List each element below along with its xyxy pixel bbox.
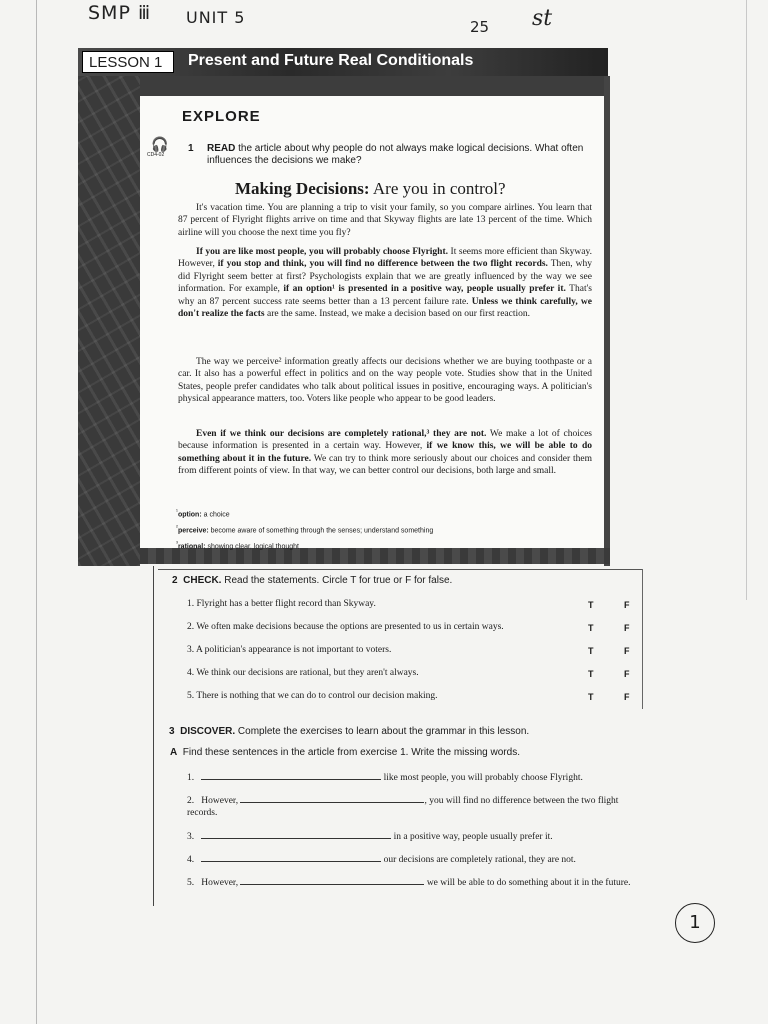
article-title: [235, 179, 506, 199]
lesson-label: LESSON 1: [82, 51, 174, 73]
article-paragraph-1: It's vacation time. You are planning a trip to visit your family, so you compare airlines. You learn that 87 percent of Flyright flights arrive on time and that Skyway flights are late 13 percent of the time. Which airline will you choose the next time you fly?: [178, 203, 592, 238]
article-paragraph-4: Even if we think our decisions are completely rational,³ they are not. We make a lot of choices because information is presented in a certain way. However, if we know this, we will be able to do something about it in the future. We can try to think more seriously about our choices and consider them from different points of view. In that way, we can better control our decisions, both large and small.: [178, 429, 592, 477]
check-statement-3: 3. A politician's appearance is not important to voters.: [187, 645, 392, 655]
false-option-3[interactable]: F: [624, 646, 630, 656]
article-title-rest: Are you in control?: [369, 179, 506, 198]
handwritten-unit-note: UNIT 5: [186, 8, 246, 27]
handwritten-page-number: 1: [675, 903, 715, 943]
footnote-2: $^{^2}$perceive: become aware of something through the senses; understand something: [176, 524, 434, 535]
task-a-instructions: A Find these sentences in the article from exercise 1. Write the missing words.: [170, 747, 520, 758]
true-option-5[interactable]: T: [588, 692, 594, 702]
fill-item-4: 4. our decisions are completely rational, they are not.: [187, 852, 576, 866]
footnotes: [176, 506, 433, 553]
decorative-top-strip: [140, 76, 604, 96]
article-paragraph-2: If you are like most people, you will probably choose Flyright. It seems more efficient than Skyway. However, if you stop and think, you will find no difference between the two flight records. Then, why did Flyright seem better at first? Psychologists explain that we are greatly influenced by the way we see information. For example, if an option¹ is presented in a positive way, people usually prefer it. That's why an 87 percent success rate seems better than a 13 percent failure rate. Unless we think carefully, we don't realize the facts are the same. Instead, we make a decision based on our first reaction.: [178, 247, 592, 320]
explore-heading: EXPLORE: [182, 108, 261, 125]
fill-item-2: 2. However, , you will find no difference between the two flight records.: [187, 793, 639, 819]
true-option-2[interactable]: T: [588, 623, 594, 633]
check-statement-5: 5. There is nothing that we can do to control our decision making.: [187, 691, 438, 701]
check-statement-4: 4. We think our decisions are rational, but they aren't always.: [187, 668, 419, 678]
check-heading: 2 CHECK. Read the statements. Circle T for true or F for false.: [172, 575, 453, 586]
handwritten-number: 25: [470, 18, 490, 36]
fill-item-5: 5. However, we will be able to do something about it in the future.: [187, 875, 639, 889]
exercise-1-number: 1: [188, 143, 194, 154]
article-title-bold: Making Decisions:: [235, 179, 370, 198]
true-option-3[interactable]: T: [588, 646, 594, 656]
fill-item-1: 1. like most people, you will probably choose Flyright.: [187, 770, 583, 784]
audio-track-code: CD4-02: [147, 152, 165, 158]
check-frame-right: [642, 569, 643, 709]
discover-heading: 3 DISCOVER. Complete the exercises to learn about the grammar in this lesson.: [169, 726, 530, 737]
exercise-frame-left: [153, 566, 154, 906]
fill-item-3: 3. in a positive way, people usually prefer it.: [187, 829, 553, 843]
blank-field-2[interactable]: [240, 793, 424, 803]
false-option-2[interactable]: F: [624, 623, 630, 633]
blank-field-4[interactable]: [201, 852, 381, 862]
scan-edge-left: [36, 0, 37, 1024]
check-statement-2: 2. We often make decisions because the options are presented to us in certain ways.: [187, 622, 504, 632]
exercise-1-keyword: READ: [207, 143, 236, 154]
blank-field-1[interactable]: [201, 770, 381, 780]
headphones-icon: 🎧: [151, 138, 169, 153]
decorative-photo-panel: [78, 76, 140, 566]
blank-field-5[interactable]: [240, 875, 424, 885]
blank-field-3[interactable]: [201, 829, 391, 839]
true-option-4[interactable]: T: [588, 669, 594, 679]
lesson-title: Present and Future Real Conditionals: [188, 52, 474, 69]
handwritten-class-note: SMP ⅲ: [88, 2, 152, 24]
article-paragraph-3: The way we perceive² information greatly affects our decisions whether we are buying toothpaste or a car. It also has a powerful effect in politics and on the way people vote. Studies show that in the United States, people prefer candidates who talk about political issues in positive, encouraging ways. A politician's physical appearance matters, too. Voters like people who appear to be good leaders.: [178, 357, 592, 405]
true-option-1[interactable]: T: [588, 600, 594, 610]
false-option-4[interactable]: F: [624, 669, 630, 679]
exercise-1-instructions: [207, 143, 587, 167]
footnote-1: $^{^1}$option: a choice: [176, 509, 230, 519]
decorative-right-border: [604, 76, 610, 566]
false-option-5[interactable]: F: [624, 692, 630, 702]
check-frame-top: [158, 569, 642, 570]
false-option-1[interactable]: F: [624, 600, 630, 610]
scan-edge-right: [746, 0, 747, 600]
check-statement-1: 1. Flyright has a better flight record than Skyway.: [187, 599, 376, 609]
footnote-3: $^{^3}$rational: showing clear, logical thought: [176, 540, 299, 550]
handwritten-initials: st: [532, 6, 553, 31]
exercise-1-text: the article about why people do not always make logical decisions. What often influences the decisions we make?: [207, 143, 584, 166]
